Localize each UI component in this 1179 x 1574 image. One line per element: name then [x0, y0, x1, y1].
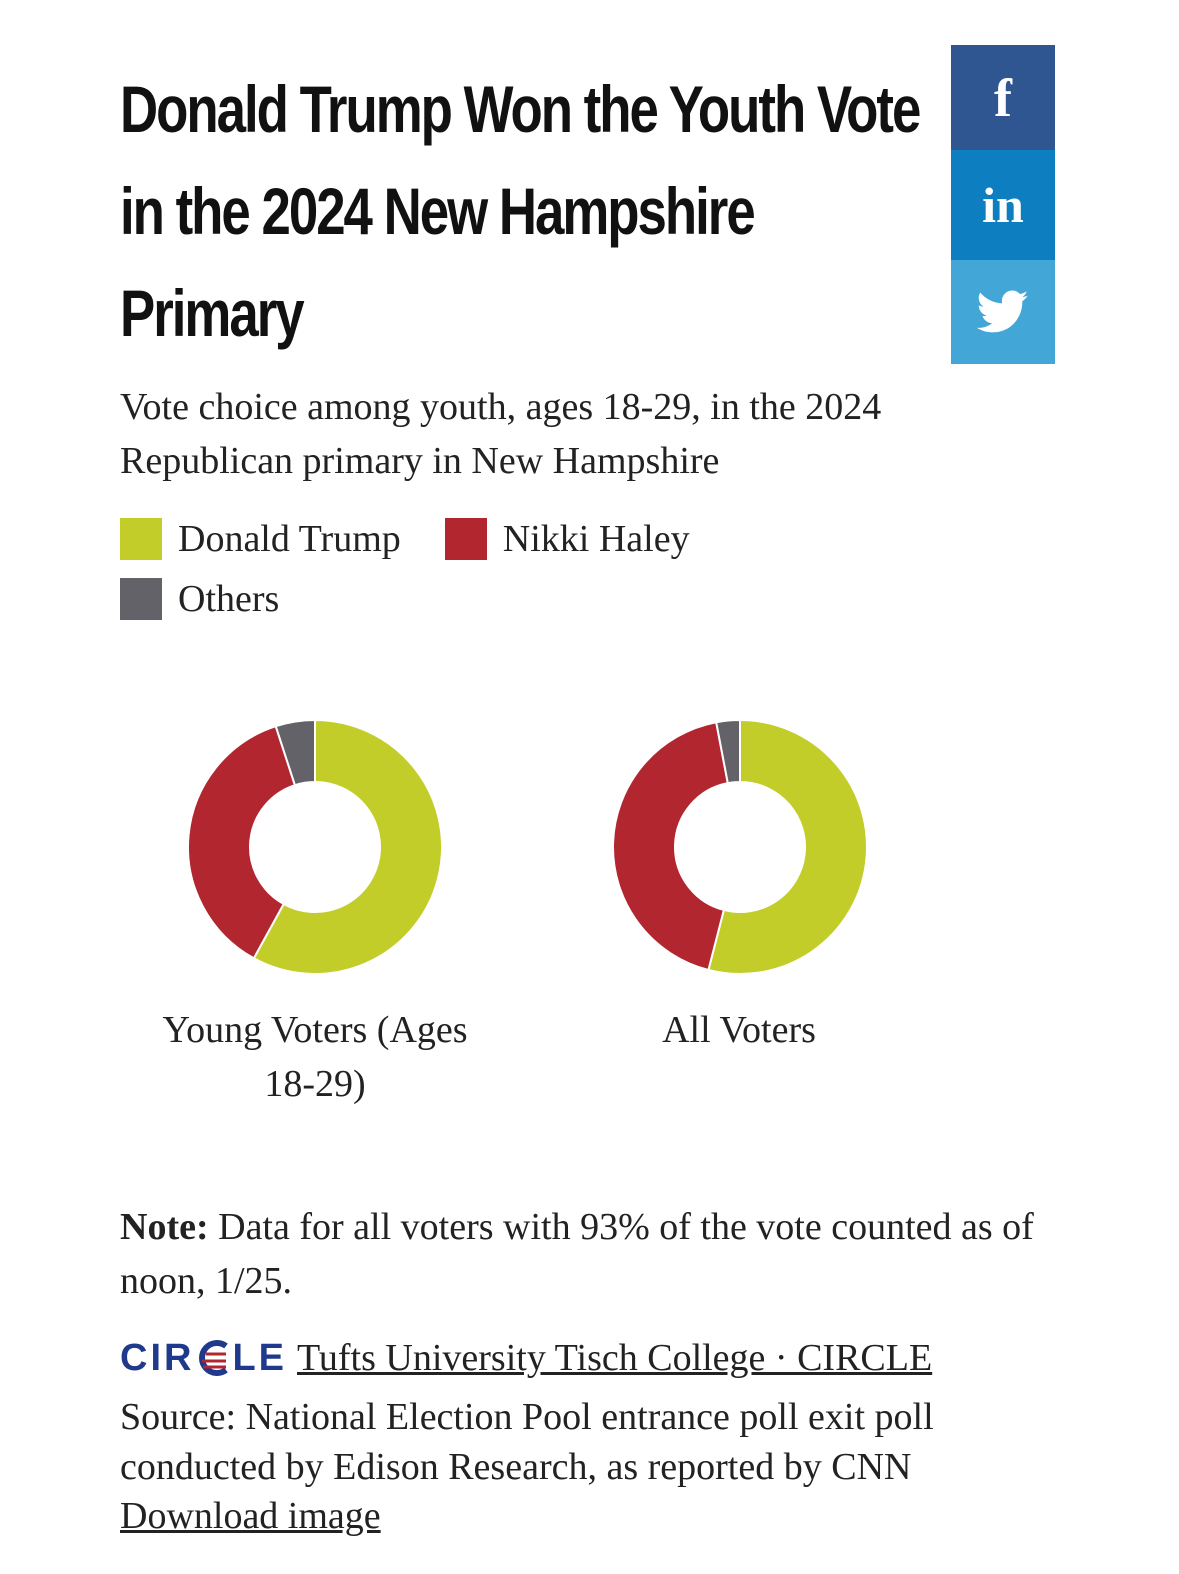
legend-item-others [120, 577, 836, 621]
slice-all-haley [613, 722, 728, 970]
facebook-icon: f [994, 67, 1012, 128]
chart-title: Donald Trump Won the Youth Vote in the 2024 New Hampshire Primary [120, 72, 920, 350]
donut-all-voters [613, 720, 867, 974]
caption-all-voters-text: All Voters [662, 1009, 816, 1051]
source: Source: National Election Pool entrance poll exit poll conducted by Edison Research, as reported by CNN [120, 1396, 934, 1488]
donut-young-voters [188, 720, 442, 974]
circle-logo-left: CIR [120, 1336, 195, 1379]
linkedin-icon: in [982, 177, 1024, 233]
caption-all-voters [574, 1003, 904, 1057]
legend-item-haley [445, 517, 690, 561]
legend-label-trump: Donald Trump [178, 518, 401, 560]
caption-young-voters [150, 1003, 480, 1111]
twitter-icon [977, 290, 1029, 334]
facebook-share-button[interactable] [951, 45, 1055, 150]
caption-young-voters-text: Young Voters (Ages 18-29) [162, 1009, 468, 1105]
twitter-share-button[interactable] [951, 260, 1055, 364]
download-image-link[interactable]: Download image [120, 1495, 381, 1537]
credit-link[interactable]: Tufts University Tisch College · CIRCLE [297, 1337, 933, 1379]
legend [120, 517, 880, 621]
circle-logo [120, 1337, 287, 1380]
share-bar [951, 45, 1055, 364]
credit [120, 1333, 932, 1383]
linkedin-share-button[interactable] [951, 150, 1055, 260]
chart-subtitle: Vote choice among youth, ages 18-29, in the 2024 Republican primary in New Hampshire [120, 386, 882, 482]
note-label: Note: [120, 1206, 209, 1248]
legend-swatch-haley [445, 518, 487, 560]
legend-label-others: Others [178, 578, 280, 620]
legend-swatch-trump [120, 518, 162, 560]
flag-c-icon [196, 1339, 230, 1377]
circle-logo-right: LE [232, 1336, 288, 1379]
legend-swatch-others [120, 578, 162, 620]
donut-charts [0, 700, 1179, 1000]
legend-label-haley: Nikki Haley [502, 518, 690, 560]
note-text: Data for all voters with 93% of the vote counted as of noon, 1/25. [120, 1206, 1034, 1302]
legend-item-trump [120, 517, 401, 561]
note [120, 1200, 1080, 1308]
